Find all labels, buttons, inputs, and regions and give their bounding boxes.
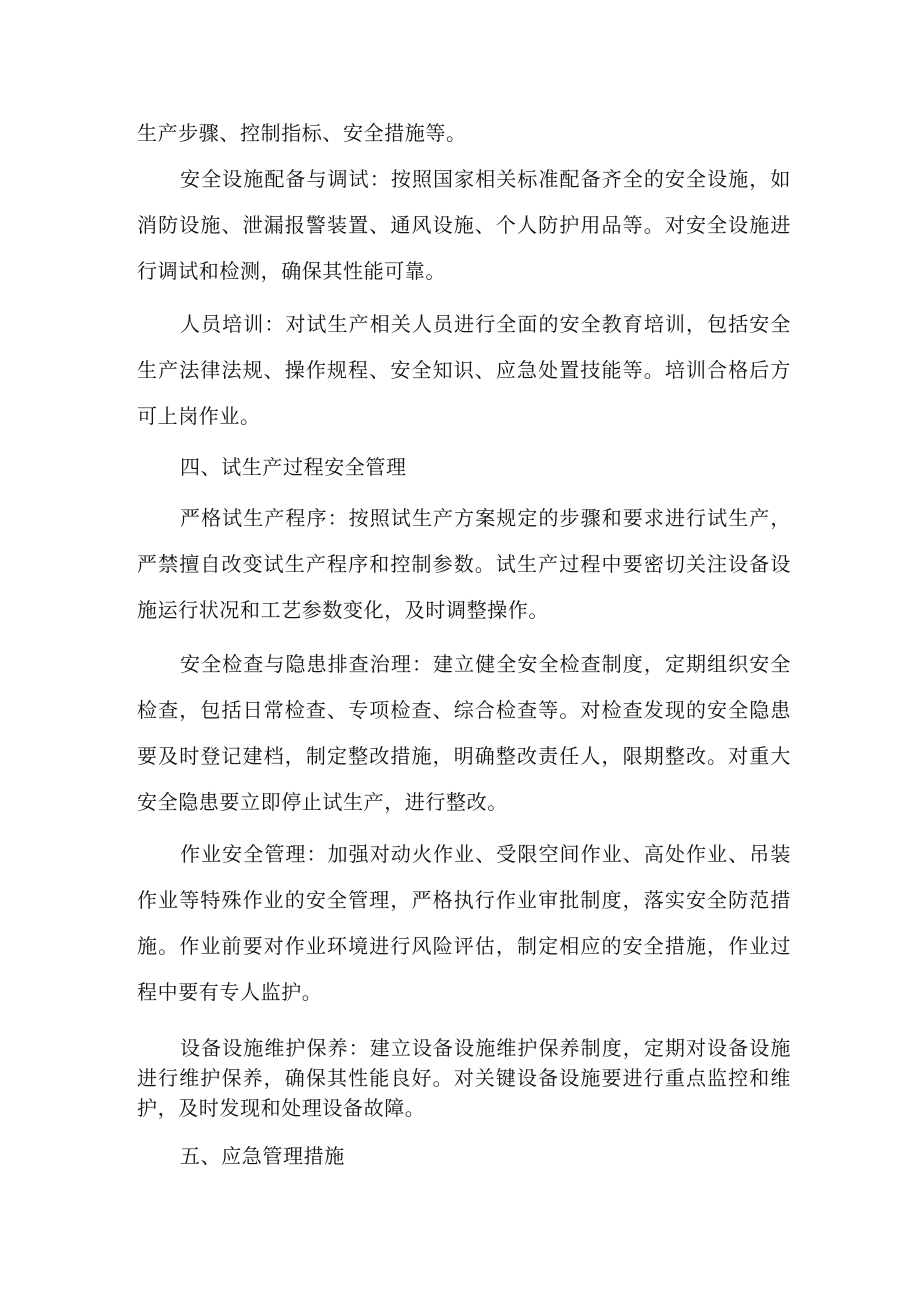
section-heading-trial-production-safety: 四、试生产过程安全管理 xyxy=(180,455,407,479)
paragraph-operation-safety: 作业安全管理：加强对动火作业、受限空间作业、高处作业、吊装作业等特殊作业的安全管理，严格执行作业审批制度，落实安全防范措施。作业前要对作业环境进行风险评估，制定相应的安全措施，作业过程中要有专人监护。 xyxy=(137,842,791,1004)
paragraph-safety-inspection: 安全检查与隐患排查治理：建立健全安全检查制度，定期组织安全检查，包括日常检查、专项检查、综合检查等。对检查发现的安全隐患要及时登记建档，制定整改措施，明确整改责任人，限期整改。对重大安全隐患要立即停止试生产，进行整改。 xyxy=(137,652,791,814)
paragraph-equipment-maintenance: 设备设施维护保养：建立设备设施维护保养制度，定期对设备设施进行维护保养，确保其性能良好。对关键设备设施要进行重点监控和维护，及时发现和处理设备故障。 xyxy=(137,1036,791,1120)
paragraph-continuation: 生产步骤、控制指标、安全措施等。 xyxy=(137,121,467,145)
paragraph-safety-facilities: 安全设施配备与调试：按照国家相关标准配备齐全的安全设施，如消防设施、泄漏报警装置、通风设施、个人防护用品等。对安全设施进行调试和检测，确保其性能可靠。 xyxy=(137,167,791,283)
paragraph-strict-procedure: 严格试生产程序：按照试生产方案规定的步骤和要求进行试生产，严禁擅自改变试生产程序和控制参数。试生产过程中要密切关注设备设施运行状况和工艺参数变化，及时调整操作。 xyxy=(137,506,791,622)
section-heading-emergency-management: 五、应急管理措施 xyxy=(180,1144,345,1168)
paragraph-personnel-training: 人员培训：对试生产相关人员进行全面的安全教育培训，包括安全生产法律法规、操作规程、安全知识、应急处置技能等。培训合格后方可上岗作业。 xyxy=(137,312,791,428)
